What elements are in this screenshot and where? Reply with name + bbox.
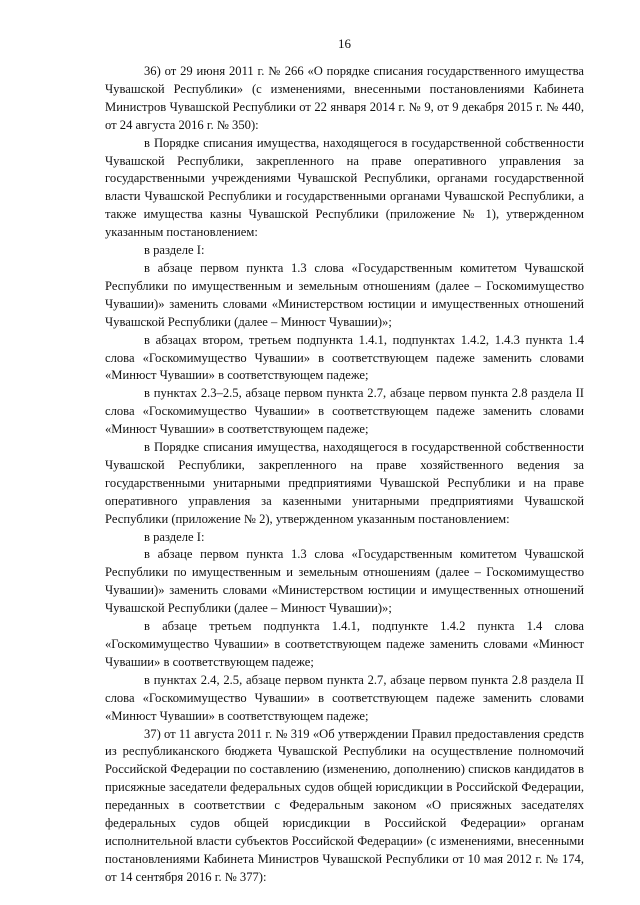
paragraph-section-heading: в разделе I: (144, 529, 205, 544)
paragraph: в Порядке списания имущества, находящегося в государственной собственности Чувашской Республики, закрепленного на праве хозяйственного ведения за государственными унитарными предприятиями Чувашской Республики и на праве оперативного управления за казенными унитарными предприятиями Чувашской Республики (приложение № 2), утвержденном указанным постановлением: (105, 440, 584, 526)
paragraph: в пунктах 2.3–2.5, абзаце первом пункта 2.7, абзаце первом пункта 2.8 раздела II слова «Госкомимущество Чувашии» в соответствующем падеже заменить словами «Минюст Чувашии» в соответствующем падеже; (105, 386, 584, 437)
paragraph-item-37: 37) от 11 августа 2011 г. № 319 «Об утверждении Правил предоставления средств из республиканского бюджета Чувашской Республики на осуществление полномочий Российской Федерации по составлению (изменению, дополнению) списков кандидатов в присяжные заседатели федеральных судов общей юрисдикции в Российской Федерации, переданных в соответствии с Федеральным законом «О присяжных заседателях федеральных судов общей юрисдикции в Российской Федерации» органам исполнительной власти субъектов Российской Федерации» (с изменениями, внесенными постановлениями Кабинета Министров Чувашской Республики от 10 мая 2012 г. № 174, от 14 сентября 2016 г. № 377): (105, 726, 584, 884)
paragraph: в абзаце первом пункта 1.3 слова «Государственным комитетом Чувашской Республики по имущественным и земельным отношениям (далее – Госкомимущество Чувашии)» заменить словами «Министерством юстиции и имущественных отношений Чувашской Республики (далее – Минюст Чувашии)»; (105, 547, 584, 616)
paragraph: в Порядке списания имущества, находящегося в государственной собственности Чувашской Республики, закрепленного на праве оперативного управления за государственными учреждениями Чувашской Республики, органами государственной власти Чувашской Республики и государственными органами Чувашской Республики, а также имущества казны Чувашской Республики (приложение № 1), утвержденном указанным постановлением: (105, 135, 584, 240)
paragraph-section-heading: в разделе I: (144, 243, 205, 258)
paragraph: в абзаце первом пункта 1.3 слова «Государственным комитетом Чувашской Республики по имущественным и земельным отношениям (далее – Госкомимущество Чувашии)» заменить словами «Министерством юстиции и имущественных отношений Чувашской Республики (далее – Минюст Чувашии)»; (105, 260, 584, 329)
paragraph-item-36: 36) от 29 июня 2011 г. № 266 «О порядке списания государственного имущества Чувашской Республики» (с изменениями, внесенными постановлениями Кабинета Министров Чувашской Республики от 22 января 2014 г. № 9, от 9 декабря 2015 г. № 440, от 24 августа 2016 г. № 350): (105, 64, 584, 132)
page-number: 16 (338, 36, 351, 51)
paragraph: в пунктах 2.4, 2.5, абзаце первом пункта 2.7, абзаце первом пункта 2.8 раздела II слова «Госкомимущество Чувашии» в соответствующем падеже заменить словами «Минюст Чувашии» в соответствующем падеже; (105, 672, 584, 723)
paragraph: в абзацах втором, третьем подпункта 1.4.1, подпунктах 1.4.2, 1.4.3 пункта 1.4 слова «Госкомимущество Чувашии» в соответствующем падеже заменить словами «Минюст Чувашии» в соответствующем падеже; (105, 332, 584, 383)
document-body (105, 63, 584, 887)
paragraph: в абзаце третьем подпункта 1.4.1, подпункте 1.4.2 пункта 1.4 слова «Госкомимущество Чувашии» в соответствующем падеже заменить словами «Минюст Чувашии» в соответствующем падеже; (105, 619, 584, 669)
